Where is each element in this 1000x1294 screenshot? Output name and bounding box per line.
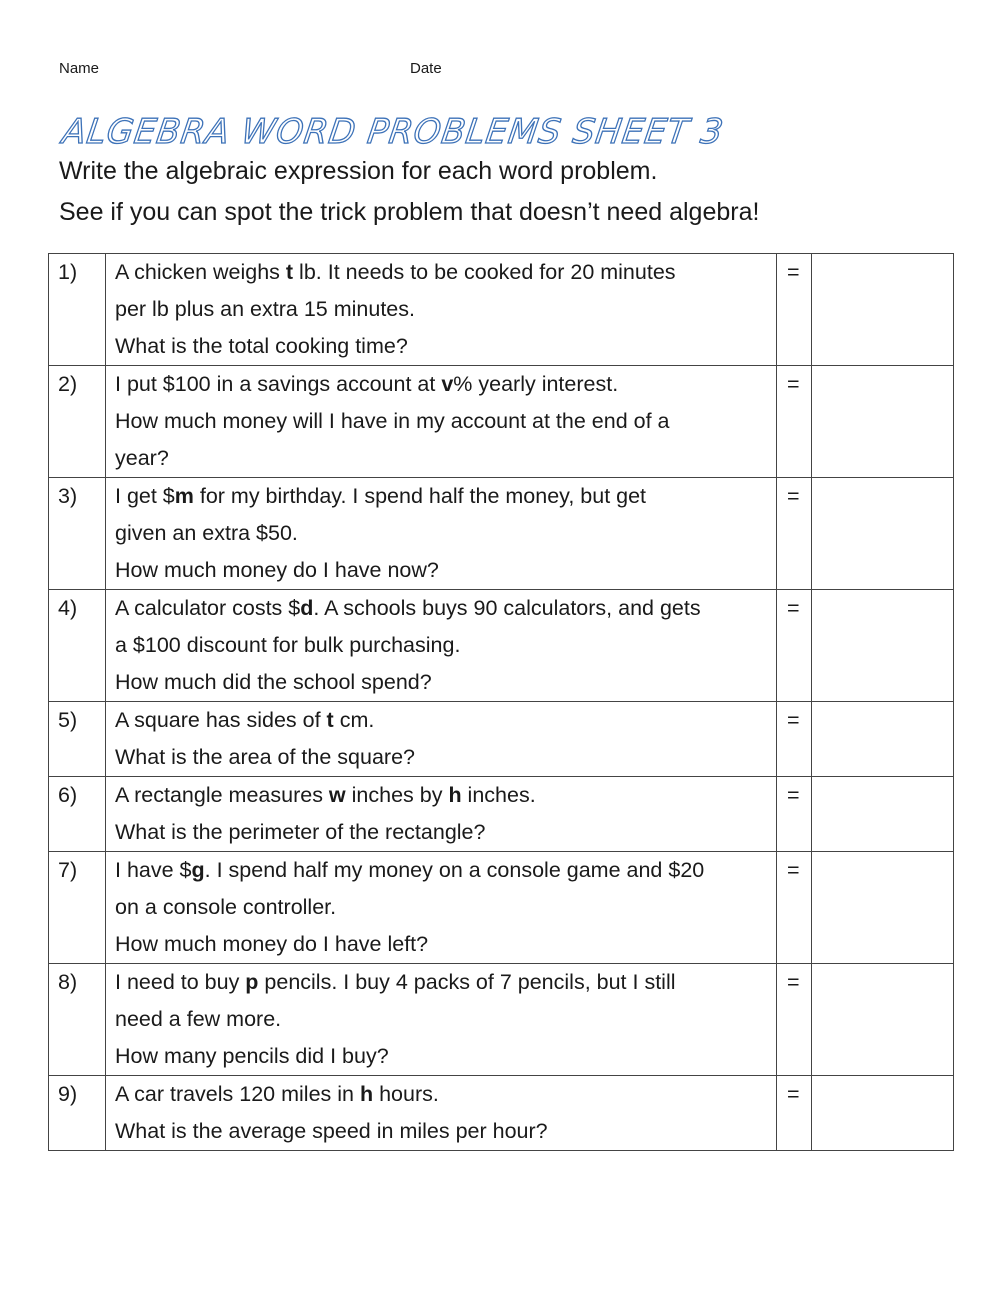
problem-text-line xyxy=(115,291,770,328)
worksheet-title: ALGEBRA WORD PROBLEMS SHEET 3 xyxy=(60,112,727,152)
problem-text xyxy=(106,254,777,366)
problem-text-segment: I put $100 in a savings account at xyxy=(115,372,442,396)
equals-sign: = xyxy=(777,852,812,964)
problem-text xyxy=(106,1076,777,1151)
problem-text-line xyxy=(115,440,770,477)
problem-number: 7) xyxy=(49,852,106,964)
problem-text-segment: A rectangle measures xyxy=(115,783,329,807)
problem-text-line xyxy=(115,777,770,814)
problem-text xyxy=(106,852,777,964)
problem-text-segment: A square has sides of xyxy=(115,708,327,732)
problem-text-segment: on a console controller. xyxy=(115,895,337,919)
answer-box[interactable] xyxy=(812,590,954,702)
equals-sign: = xyxy=(777,964,812,1076)
problem-text-line xyxy=(115,702,770,739)
answer-box[interactable] xyxy=(812,254,954,366)
variable-letter: t xyxy=(285,260,294,284)
problems-table xyxy=(48,253,954,1151)
problem-text-line xyxy=(115,739,770,776)
problem-text-line xyxy=(115,590,770,627)
answer-box[interactable] xyxy=(812,777,954,852)
problem-text-line xyxy=(115,403,770,440)
problem-text-segment: a $100 discount for bulk purchasing. xyxy=(115,633,461,657)
answer-box[interactable] xyxy=(812,852,954,964)
problem-text-line xyxy=(115,964,770,1001)
problem-text-line xyxy=(115,627,770,664)
problem-text-segment: hours. xyxy=(373,1082,439,1106)
problem-text-segment: . I spend half my money on a console game and $20 xyxy=(204,858,705,882)
problems-table-body xyxy=(49,254,954,1151)
problem-text-line xyxy=(115,254,770,291)
date-label: Date xyxy=(410,60,442,77)
problem-row xyxy=(49,254,954,366)
problem-text-segment: How much money do I have now? xyxy=(115,558,439,582)
problem-text-segment: I need to buy xyxy=(115,970,246,994)
problem-text-segment: How much did the school spend? xyxy=(115,670,432,694)
problem-row xyxy=(49,964,954,1076)
problem-text-segment: What is the average speed in miles per hour? xyxy=(115,1119,548,1143)
problem-text-segment: cm. xyxy=(333,708,375,732)
problem-text-segment: given an extra $50. xyxy=(115,521,298,545)
problem-text-line xyxy=(115,478,770,515)
problem-text-segment: What is the total cooking time? xyxy=(115,334,408,358)
problem-text-segment: How much money will I have in my account at the end of a xyxy=(115,409,670,433)
variable-letter: t xyxy=(326,708,334,732)
problem-text-line xyxy=(115,552,770,589)
problem-number: 1) xyxy=(49,254,106,366)
problem-row xyxy=(49,702,954,777)
problem-text xyxy=(106,777,777,852)
problem-text-segment: A calculator costs $ xyxy=(115,596,301,620)
variable-letter: p xyxy=(245,970,259,994)
problem-text-segment: How many pencils did I buy? xyxy=(115,1044,389,1068)
problem-text xyxy=(106,478,777,590)
problem-text xyxy=(106,702,777,777)
variable-letter: h xyxy=(448,783,462,807)
problem-text-segment: I have $ xyxy=(115,858,192,882)
problem-text-segment: inches by xyxy=(345,783,449,807)
variable-letter: g xyxy=(191,858,205,882)
instruction-line-1: Write the algebraic expression for each word problem. xyxy=(59,157,658,185)
problem-text-segment: A chicken weighs xyxy=(115,260,286,284)
problem-text xyxy=(106,366,777,478)
equals-sign: = xyxy=(777,254,812,366)
problem-row xyxy=(49,366,954,478)
problem-text-segment: How much money do I have left? xyxy=(115,932,429,956)
answer-box[interactable] xyxy=(812,366,954,478)
problem-number: 9) xyxy=(49,1076,106,1151)
problem-row xyxy=(49,590,954,702)
equals-sign: = xyxy=(777,702,812,777)
problem-row xyxy=(49,777,954,852)
problem-text-segment: % yearly interest. xyxy=(453,372,619,396)
equals-sign: = xyxy=(777,1076,812,1151)
name-label: Name xyxy=(59,60,100,77)
problem-text-line xyxy=(115,328,770,365)
problem-text xyxy=(106,590,777,702)
problem-text xyxy=(106,964,777,1076)
problem-row xyxy=(49,1076,954,1151)
problem-number: 6) xyxy=(49,777,106,852)
problem-number: 3) xyxy=(49,478,106,590)
problem-text-segment: per lb plus an extra 15 minutes. xyxy=(115,297,415,321)
problem-text-line xyxy=(115,852,770,889)
problem-text-line xyxy=(115,366,770,403)
variable-letter: w xyxy=(328,783,346,807)
problem-text-line xyxy=(115,1076,770,1113)
problem-text-segment: year? xyxy=(115,446,169,470)
problem-text-line xyxy=(115,814,770,851)
problem-text-line xyxy=(115,889,770,926)
problem-text-segment: . A schools buys 90 calculators, and gets xyxy=(313,596,701,620)
variable-letter: v xyxy=(441,372,454,396)
equals-sign: = xyxy=(777,478,812,590)
variable-letter: m xyxy=(174,484,194,508)
problem-row xyxy=(49,852,954,964)
equals-sign: = xyxy=(777,590,812,702)
answer-box[interactable] xyxy=(812,702,954,777)
problem-text-segment: I get $ xyxy=(115,484,175,508)
problem-text-line xyxy=(115,926,770,963)
problem-text-line xyxy=(115,1113,770,1150)
problem-text-segment: What is the perimeter of the rectangle? xyxy=(115,820,486,844)
answer-box[interactable] xyxy=(812,964,954,1076)
instruction-line-2: See if you can spot the trick problem that doesn’t need algebra! xyxy=(59,198,760,226)
problem-text-line xyxy=(115,515,770,552)
problem-number: 5) xyxy=(49,702,106,777)
problem-text-line xyxy=(115,664,770,701)
problem-text-line xyxy=(115,1001,770,1038)
variable-letter: h xyxy=(359,1082,374,1106)
problem-text-segment: What is the area of the square? xyxy=(115,745,415,769)
problem-number: 2) xyxy=(49,366,106,478)
equals-sign: = xyxy=(777,777,812,852)
problem-number: 4) xyxy=(49,590,106,702)
problem-text-segment: pencils. I buy 4 packs of 7 pencils, but I still xyxy=(258,970,676,994)
problem-text-segment: A car travels 120 miles in xyxy=(115,1082,360,1106)
problem-text-line xyxy=(115,1038,770,1075)
answer-box[interactable] xyxy=(812,478,954,590)
problem-row xyxy=(49,478,954,590)
problem-text-segment: for my birthday. I spend half the money, but get xyxy=(193,484,647,508)
problem-text-segment: lb. It needs to be cooked for 20 minutes xyxy=(293,260,676,284)
variable-letter: d xyxy=(300,596,314,620)
problem-number: 8) xyxy=(49,964,106,1076)
problem-text-segment: inches. xyxy=(461,783,536,807)
problem-text-segment: need a few more. xyxy=(115,1007,282,1031)
equals-sign: = xyxy=(777,366,812,478)
answer-box[interactable] xyxy=(812,1076,954,1151)
